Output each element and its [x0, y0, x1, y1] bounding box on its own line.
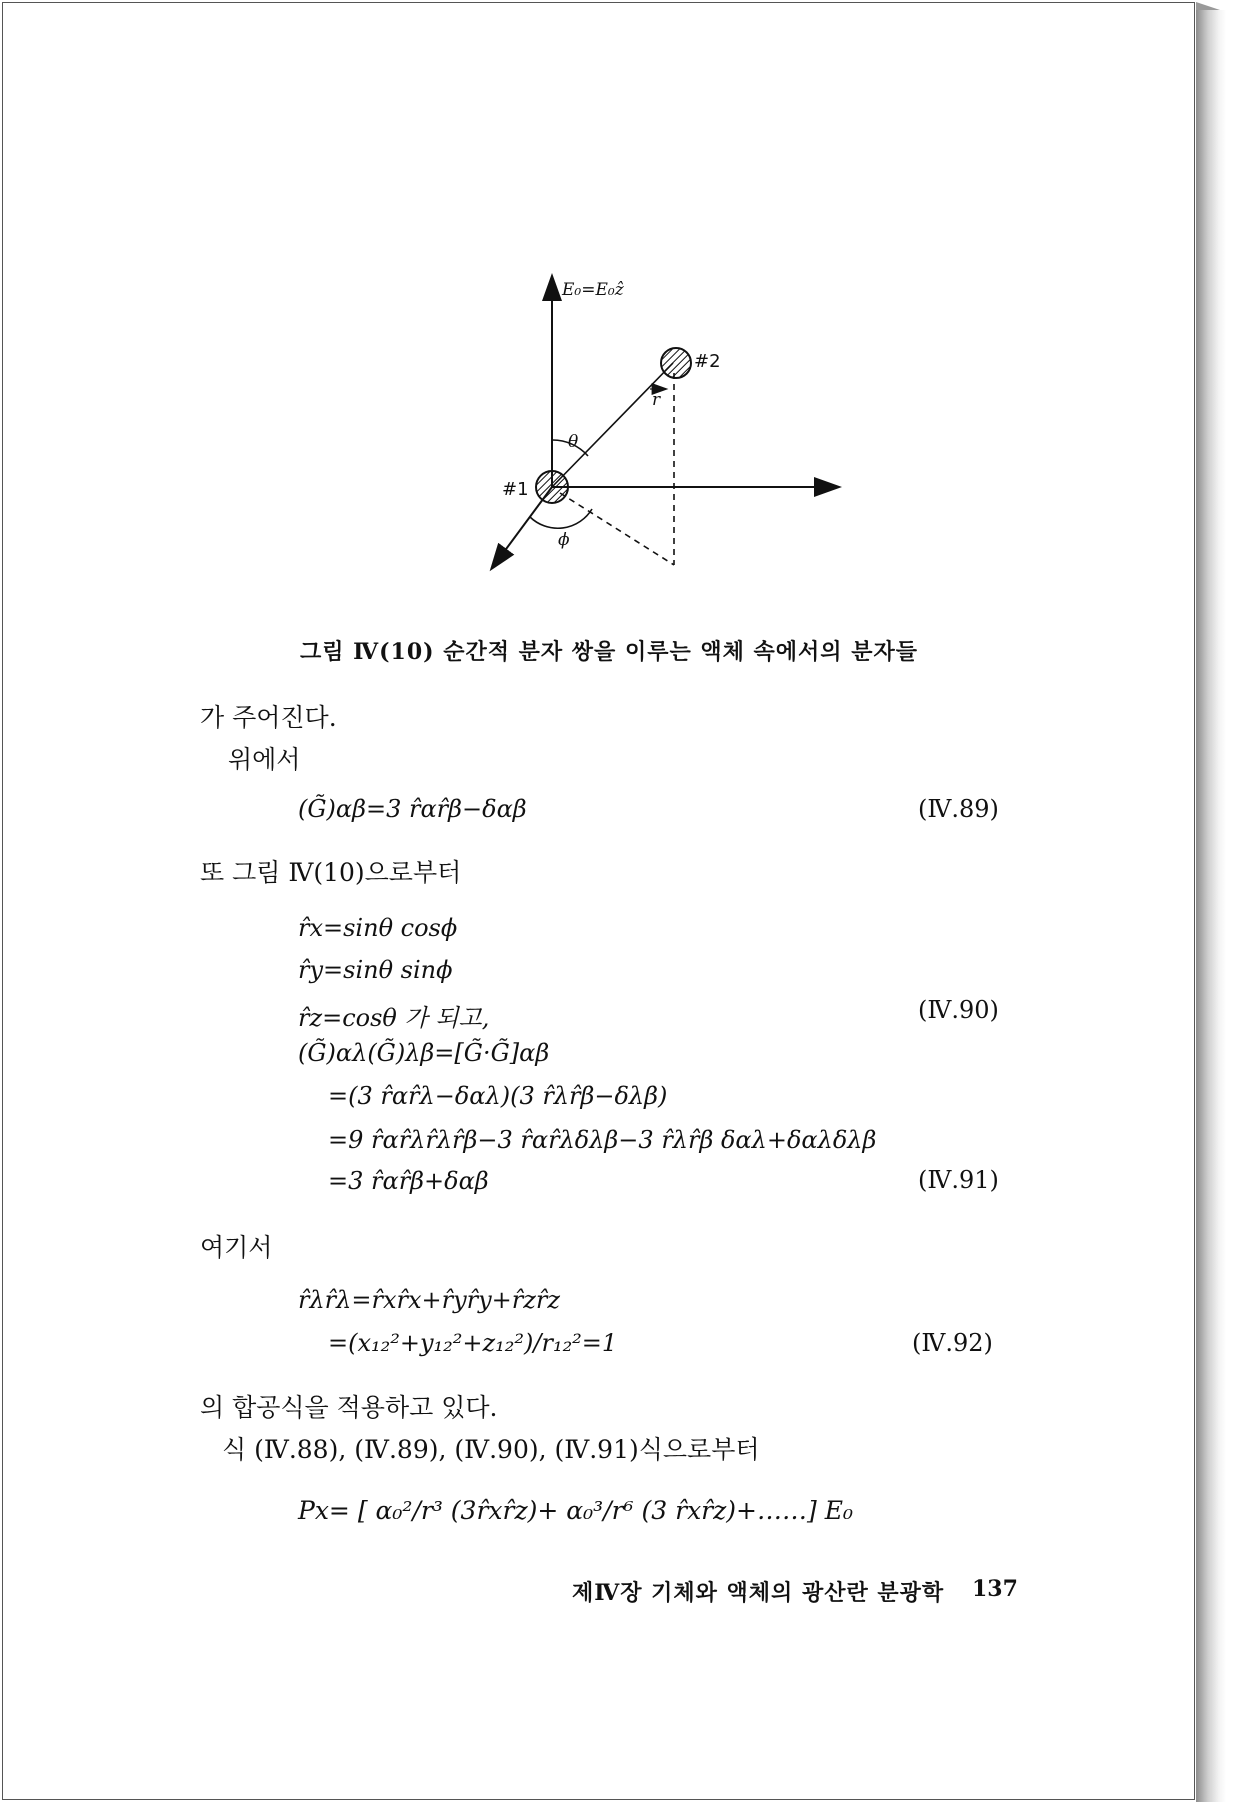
r-label: r [652, 390, 661, 410]
molecule-2-label: #2 [694, 351, 721, 372]
equation-final: Px= [ α₀²/r³ (3r̂xr̂z)+ α₀³/r⁶ (3 r̂xr̂z)+……] E₀ [298, 1496, 853, 1525]
equation-90-number: (Ⅳ.90) [918, 996, 999, 1024]
field-label: E₀=E₀ẑ [562, 280, 624, 300]
body-line-1: 가 주어진다. [200, 703, 337, 732]
equation-92b: =(x₁₂²+y₁₂²+z₁₂²)/r₁₂²=1 [328, 1329, 618, 1357]
body-line-5: 의 합공식을 적용하고 있다. [200, 1393, 498, 1422]
body-line-4: 여기서 [200, 1233, 273, 1262]
equation-91b: =(3 r̂αr̂λ−δαλ)(3 r̂λr̂β−δλβ) [328, 1082, 668, 1110]
molecule-1-label: #1 [502, 479, 529, 500]
page-number: 137 [972, 1576, 1018, 1602]
phi-arc [530, 509, 592, 528]
body-line-3: 또 그림 Ⅳ(10)으로부터 [200, 858, 462, 887]
equation-91c: =9 r̂αr̂λr̂λr̂β−3 r̂αr̂λδλβ−3 r̂λr̂β δαλ+δαλδλβ [328, 1126, 877, 1154]
figure-caption: 그림 Ⅳ(10) 순간적 분자 쌍을 이루는 액체 속에서의 분자들 [300, 639, 918, 665]
running-footer-chapter: 제Ⅳ장 기체와 액체의 광산란 분광학 [572, 1580, 945, 1606]
molecule-2 [661, 348, 691, 378]
molecule-pair-diagram [480, 265, 870, 590]
equation-92-number: (Ⅳ.92) [912, 1329, 993, 1357]
equation-90b: r̂y=sinθ sinϕ [298, 956, 453, 984]
equation-91a: (G̃)αλ(G̃)λβ=[G̃·G̃]αβ [298, 1039, 550, 1067]
equation-89-number: (Ⅳ.89) [918, 795, 999, 823]
projection-diagonal [560, 493, 674, 565]
equation-92a: r̂λr̂λ=r̂xr̂x+r̂yr̂y+r̂zr̂z [298, 1286, 561, 1314]
equation-90c: r̂z=cosθ 가 되고, [298, 1004, 490, 1032]
r-vector [552, 363, 673, 487]
equation-89: (G̃)αβ=3 r̂αr̂β−δαβ [298, 795, 527, 823]
equation-91-number: (Ⅳ.91) [918, 1166, 999, 1194]
body-line-6: 식 (Ⅳ.88), (Ⅳ.89), (Ⅳ.90), (Ⅳ.91)식으로부터 [222, 1435, 760, 1464]
phi-label: ϕ [558, 530, 570, 550]
theta-label: θ [568, 432, 579, 452]
equation-90a: r̂x=sinθ cosϕ [298, 914, 458, 942]
body-line-2: 위에서 [228, 745, 301, 774]
molecule-1 [536, 471, 568, 503]
equation-91d: =3 r̂αr̂β+δαβ [328, 1167, 489, 1195]
